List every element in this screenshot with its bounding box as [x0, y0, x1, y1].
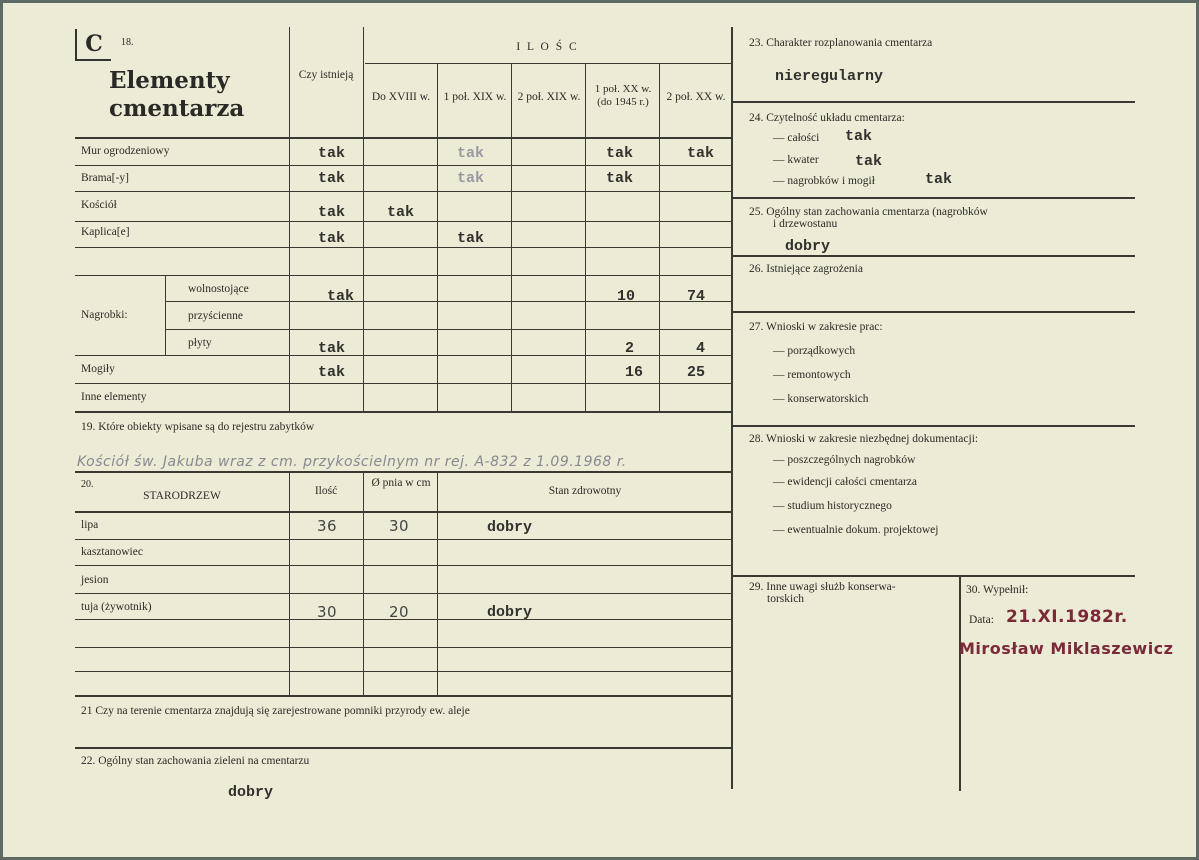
brama-p4: tak: [606, 170, 634, 187]
rule: [75, 247, 731, 248]
wolno-exists: tak: [327, 288, 355, 305]
s27-item-remontowych: — remontowych: [773, 369, 851, 381]
s25-value: dobry: [785, 238, 831, 255]
row-label-mogily: Mogiły: [81, 363, 115, 375]
rule: [511, 63, 512, 411]
rule: [75, 593, 731, 594]
rule: [959, 575, 961, 791]
s25-label-2: i drzewostanu: [773, 218, 838, 230]
rule: [75, 671, 731, 672]
rule: [585, 63, 586, 411]
rule: [733, 425, 1135, 427]
mur-exists: tak: [318, 145, 346, 162]
rule: [75, 383, 731, 384]
rule: [75, 565, 731, 566]
period-header-4: 1 poł. XX w. (do 1945 r.): [594, 83, 652, 108]
rule: [363, 27, 364, 411]
s22-label: 22. Ogólny stan zachowania zieleni na cmentarzu: [81, 755, 310, 767]
section-letter: C: [75, 29, 111, 61]
s19-label: 19. Które obiekty wpisane są do rejestru zabytków: [81, 421, 315, 433]
row-label-mur: Mur ogrodzeniowy: [81, 145, 170, 157]
s26-label: 26. Istniejące zagrożenia: [749, 263, 863, 275]
mur-p5: tak: [687, 145, 715, 162]
rule: [165, 329, 731, 330]
s29-label-2: torskich: [767, 593, 805, 605]
row-label-brama: Brama[-y]: [81, 172, 129, 184]
period-header-5: 2 poł. XX w.: [666, 91, 726, 103]
s23-label: 23. Charakter rozplanowania cmentarza: [749, 37, 933, 49]
mogily-p5: 25: [687, 364, 706, 381]
rule: [75, 747, 731, 749]
s22-value: dobry: [228, 784, 274, 801]
period-header-1: Do XVIII w.: [371, 91, 431, 103]
tree-name-kasztanowiec: kasztanowiec: [81, 546, 143, 558]
nagrobki-label: Nagrobki:: [81, 309, 128, 321]
plyty-exists: tak: [318, 340, 346, 357]
s23-value: nieregularny: [775, 68, 884, 85]
rule: [75, 539, 731, 540]
s28-item-nagrobkow: — poszczególnych nagrobków: [773, 454, 916, 466]
rule: [75, 411, 731, 413]
s21-label: 21 Czy na terenie cmentarza znajdują się zarejestrowane pomniki przyrody ew. aleje: [81, 705, 470, 717]
plyty-p5: 4: [696, 340, 706, 357]
s24-value-kwater: tak: [855, 153, 883, 170]
s20-header: STARODRZEW: [143, 490, 221, 502]
rule: [733, 311, 1135, 313]
title-line-1: Elementy: [109, 67, 230, 94]
rule: [75, 695, 731, 697]
rule: [75, 511, 731, 513]
nagrobki-sub-przysc: przyścienne: [188, 310, 243, 322]
title-line-2: cmentarza: [109, 94, 245, 122]
s25-label-1: 25. Ogólny stan zachowania cmentarza (nagrobków: [749, 206, 988, 218]
rule: [75, 647, 731, 648]
s20-col-dia: Ø pnia w cm: [371, 477, 431, 489]
rule: [733, 101, 1135, 103]
s28-item-ewidencji: — ewidencji całości cmentarza: [773, 476, 917, 488]
mur-p2: tak: [457, 145, 485, 162]
rule: [733, 575, 1135, 577]
period-header-2: 1 poł. XIX w.: [443, 91, 507, 103]
s29-label-1: 29. Inne uwagi służb konserwa-: [749, 581, 896, 593]
s20-num: 20.: [81, 479, 94, 490]
s27-label: 27. Wnioski w zakresie prac:: [749, 321, 883, 333]
rule: [75, 275, 731, 276]
kaplica-exists: tak: [318, 230, 346, 247]
wolno-p5: 74: [687, 288, 706, 305]
s28-item-studium: — studium historycznego: [773, 500, 892, 512]
rule: [659, 63, 660, 411]
rule: [75, 471, 731, 473]
rule: [165, 275, 166, 355]
tree-health-tuja: dobry: [487, 604, 533, 621]
tree-count-tuja: 30: [317, 603, 338, 621]
tree-dia-tuja: 20: [389, 603, 410, 621]
mogily-p4: 16: [625, 364, 644, 381]
s20-col-health: Stan zdrowotny: [548, 485, 622, 497]
s28-item-projektowej: — ewentualnie dokum. projektowej: [773, 524, 939, 536]
s24-item-calosci: — całości: [773, 132, 820, 144]
quantity-header: I L O Ś C: [516, 41, 579, 53]
kaplica-p2: tak: [457, 230, 485, 247]
s24-item-kwater: — kwater: [773, 154, 819, 166]
nagrobki-sub-plyty: płyty: [188, 337, 212, 349]
wolno-p4: 10: [617, 288, 636, 305]
form-sheet: [3, 3, 1196, 857]
s24-label: 24. Czytelność układu cmentarza:: [749, 112, 905, 124]
brama-p2: tak: [457, 170, 485, 187]
rule: [365, 63, 731, 64]
s24-value-calosci: tak: [845, 128, 873, 145]
mogily-exists: tak: [318, 364, 346, 381]
tree-dia-lipa: 30: [389, 517, 410, 535]
rule: [75, 137, 731, 139]
rule: [75, 191, 731, 192]
kosciol-exists: tak: [318, 204, 346, 221]
s20-col-count: Ilość: [314, 485, 338, 497]
row-label-kaplica: Kaplica[e]: [81, 226, 130, 238]
rule: [733, 197, 1135, 199]
tree-health-lipa: dobry: [487, 519, 533, 536]
row-label-kosciol: Kościół: [81, 199, 117, 211]
rule: [75, 165, 731, 166]
s30-name: Mirosław Miklaszewicz: [959, 639, 1174, 658]
s27-item-porzadkowych: — porządkowych: [773, 345, 856, 357]
plyty-p4: 2: [625, 340, 635, 357]
rule: [437, 471, 438, 695]
rule: [731, 27, 733, 789]
rule: [165, 301, 731, 302]
period-header-3: 2 poł. XIX w.: [517, 91, 581, 103]
section-number: 18.: [121, 37, 134, 48]
page-title: [109, 67, 244, 122]
tree-name-lipa: lipa: [81, 519, 99, 531]
s30-date: 21.XI.1982r.: [1006, 607, 1128, 627]
s27-item-konserwatorskich: — konserwatorskich: [773, 393, 869, 405]
rule: [733, 255, 1135, 257]
s30-date-label: Data:: [969, 614, 994, 626]
s30-label: 30. Wypełnił:: [966, 584, 1029, 596]
tree-count-lipa: 36: [317, 517, 338, 535]
rule: [363, 471, 364, 695]
exists-header: Czy istnieją: [298, 69, 354, 81]
rule: [289, 471, 290, 695]
s24-item-nagrobkow: — nagrobków i mogił: [773, 175, 875, 187]
rule: [75, 221, 731, 222]
mur-p4: tak: [606, 145, 634, 162]
brama-exists: tak: [318, 170, 346, 187]
rule: [437, 63, 438, 411]
kosciol-p1: tak: [387, 204, 415, 221]
s24-value-nagrobkow: tak: [925, 171, 953, 188]
rule: [289, 27, 290, 411]
s19-value: Kościół św. Jakuba wraz z cm. przykościelnym nr rej. A-832 z 1.09.1968 r.: [77, 454, 627, 470]
row-label-inne: Inne elementy: [81, 391, 147, 403]
s28-label: 28. Wnioski w zakresie niezbędnej dokumentacji:: [749, 433, 979, 445]
tree-name-tuja: tuja (żywotnik): [81, 601, 152, 613]
nagrobki-sub-wolno: wolnostojące: [188, 283, 249, 295]
tree-name-jesion: jesion: [81, 574, 109, 586]
